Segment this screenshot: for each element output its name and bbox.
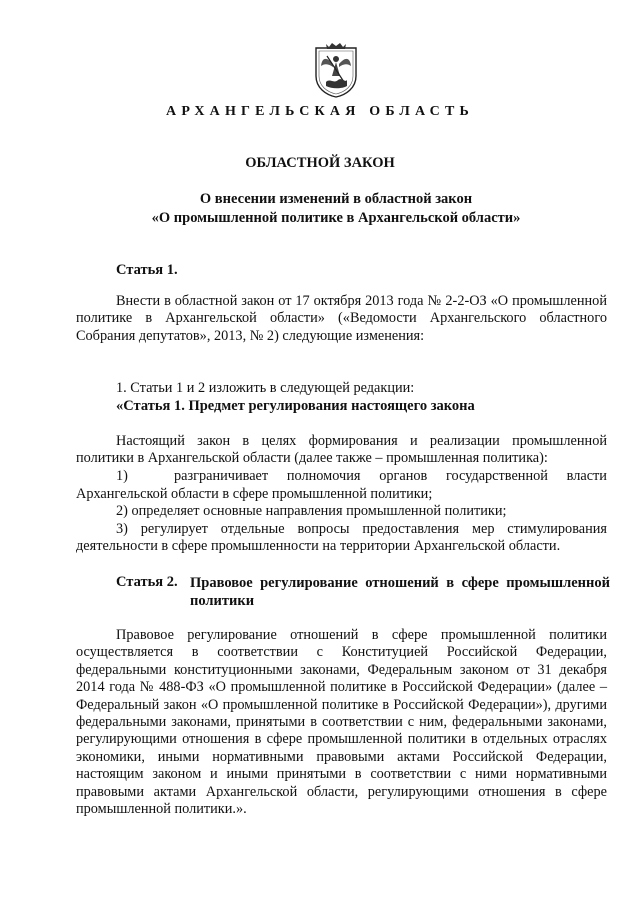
quoted-article-1-heading: «Статья 1. Предмет регулирования настоящего закона [116, 398, 475, 414]
list-item-2: 2) определяет основные направления промышленной политики; [116, 503, 507, 519]
article-2-body: Правовое регулирование отношений в сфере промышленной политики осуществляется в соответствии с Конституцией Российской Федерации, федеральными конституционными законами, Федеральным законом от 31 декабря 2014 года № 488-ФЗ «О промышленной политике в Российской Федерации» (далее – Федеральный закон «О промышленной политике в Российской Федерации»), другими федеральными законами, принятыми в соответствии с ним, федеральными законами, регулирующими отношения в сфере промышленной политики в отдельных отраслях экономики, иными нормативными правовыми актами Российской Федерации, настоящим законом и иными принятыми в соответствии с ними нормативными правовыми актами Архангельской области, регулирующими отношения в сфере промышленной политики.». [76, 627, 607, 818]
archangel-coat-of-arms-icon [314, 42, 358, 98]
list-item-1-text [156, 468, 607, 485]
law-title-line-2: «О промышленной политике в Архангельской области» [151, 210, 521, 226]
list-item-1 [76, 468, 607, 485]
list-item-1-continuation: Архангельской области в сфере промышленной политики; [76, 485, 433, 502]
list-word: органов [379, 468, 428, 484]
list-word: государственной [446, 468, 548, 484]
article-1-heading: Статья 1. [116, 262, 178, 278]
list-item-1-number: 1) [116, 468, 128, 484]
region-name: АРХАНГЕЛЬСКАЯ ОБЛАСТЬ [166, 104, 474, 119]
law-title [120, 190, 552, 228]
list-item-3: 3) регулирует отдельные вопросы предоставления мер стимулирования деятельности в сфере промышленности на территории Архангельской области. [76, 520, 607, 554]
law-type: ОБЛАСТНОЙ ЗАКОН [245, 155, 395, 171]
list-word: полномочия [286, 468, 361, 484]
article-2-title: Правовое регулирование отношений в сфере промышленной политики [190, 575, 610, 609]
list-word: власти [566, 468, 607, 484]
law-title-line-1: О внесении изменений в областной закон [199, 191, 473, 207]
article-1-intro: Внести в областной закон от 17 октября 2013 года № 2-2-ОЗ «О промышленной политике в Архангельской области» («Ведомости Архангельского областного Собрания депутатов», 2013, № 2) следующие изменения: [76, 293, 607, 344]
list-word: разграничивает [174, 468, 269, 484]
article-2-number: Статья 2. [116, 574, 178, 590]
article-1-para-1: Настоящий закон в целях формирования и реализации промышленной политики в Архангельской области (далее также – промышленная политика): [76, 433, 607, 467]
amendment-item-1: 1. Статьи 1 и 2 изложить в следующей редакции: [116, 380, 415, 396]
